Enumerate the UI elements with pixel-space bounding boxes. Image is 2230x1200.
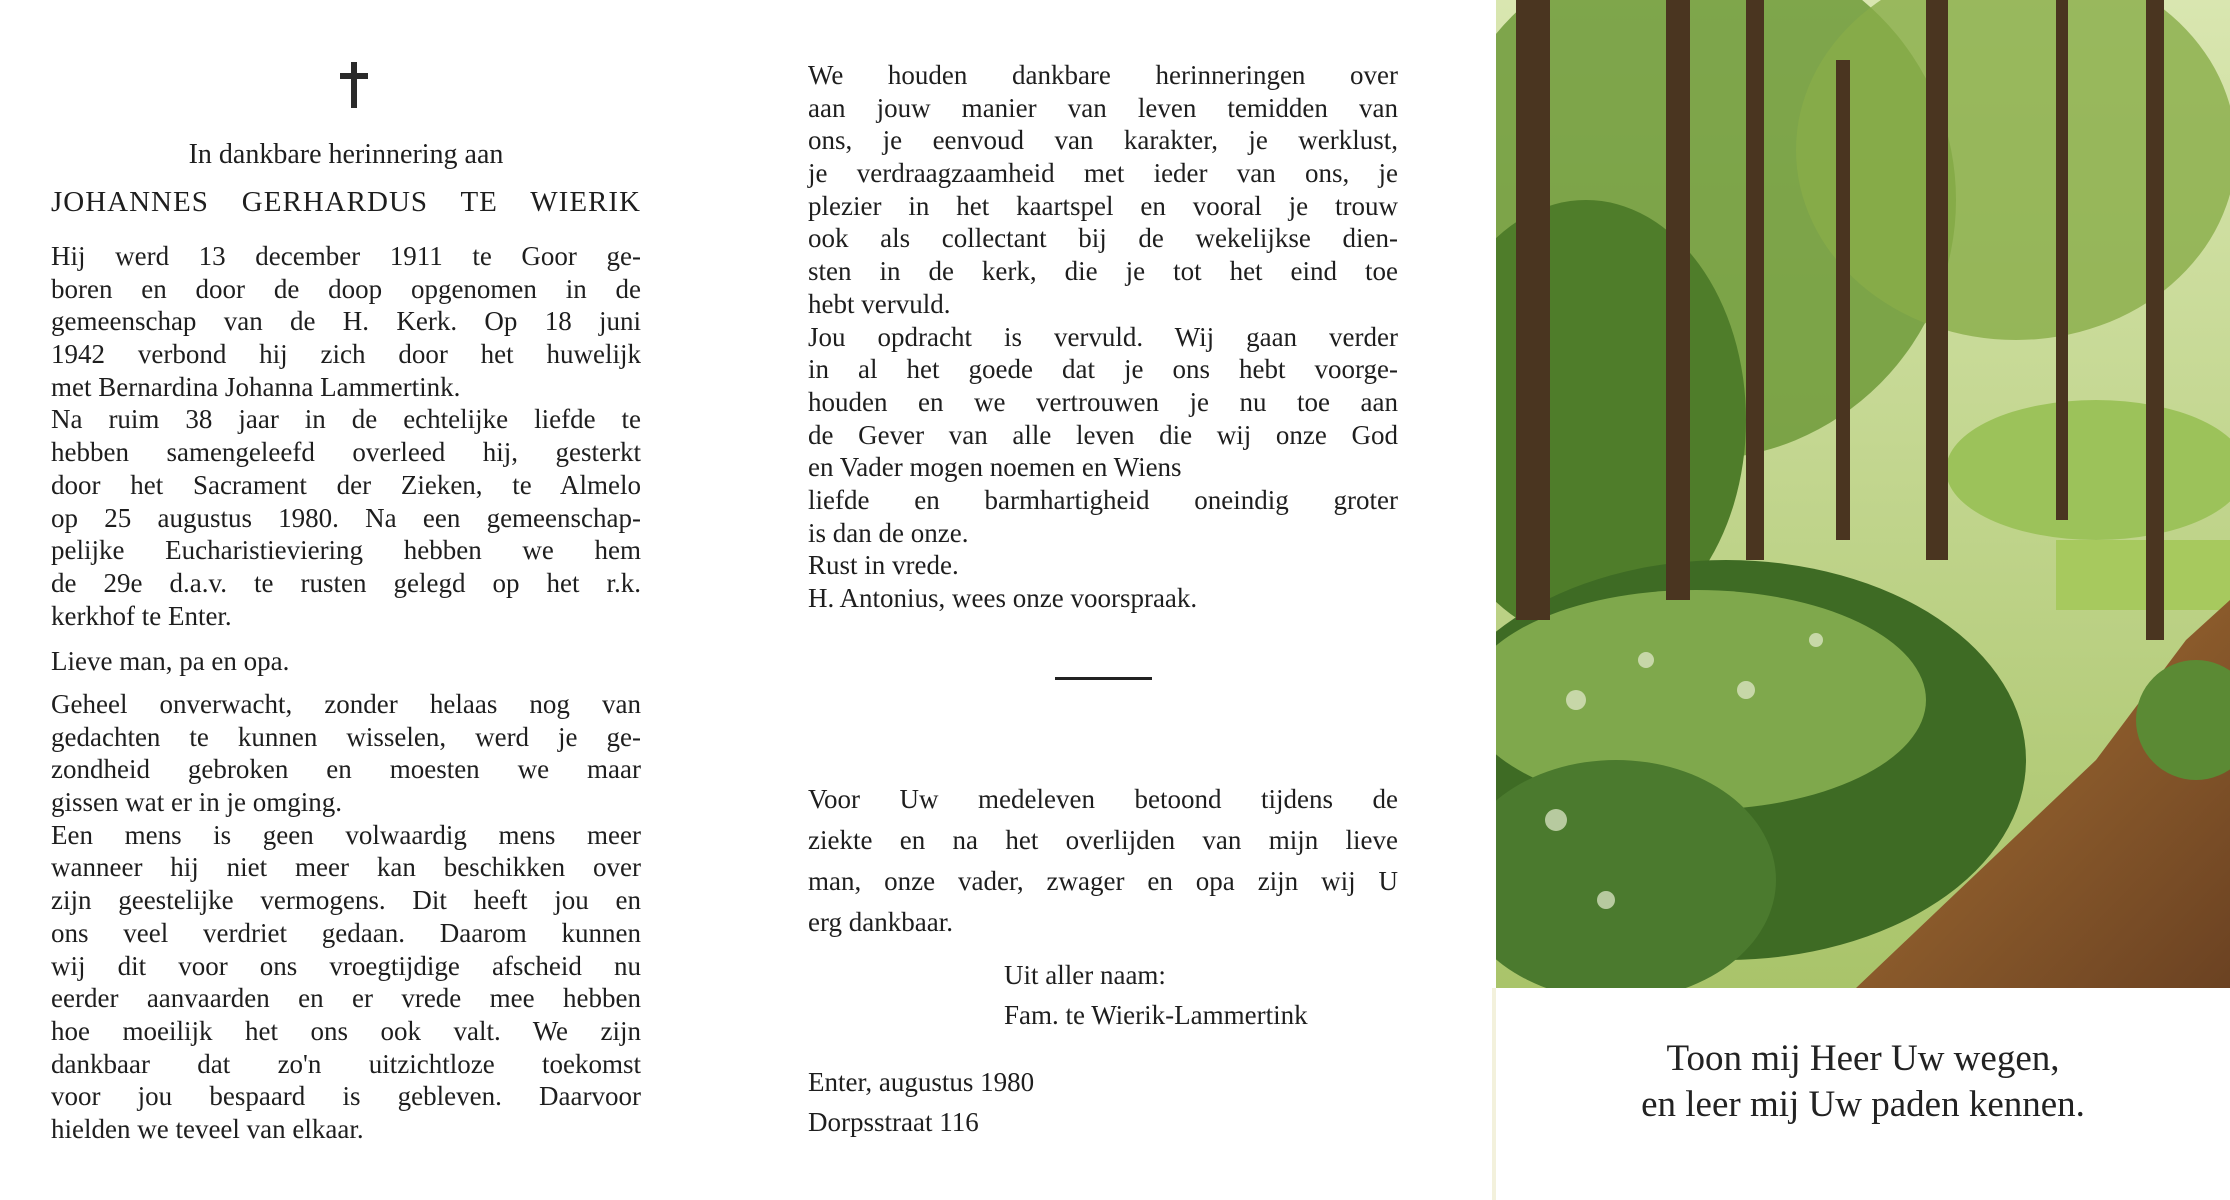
text-line: Een mens is geen volwaardig mens meer	[51, 819, 641, 850]
text-line: Voor Uw medeleven betoond tijdens de	[808, 784, 1398, 814]
text-line: je verdraagzaamheid met ieder van ons, je	[808, 158, 1398, 189]
signature-label: Uit aller naam:	[1004, 960, 1166, 990]
text-line: We houden dankbare herinneringen over	[808, 60, 1398, 90]
quote-line-1: Toon mij Heer Uw wegen,	[1666, 1038, 2060, 1079]
text-line: hebt vervuld.	[808, 288, 951, 319]
text-line: dankbaar dat zo'n uitzichtloze toekomst	[51, 1048, 641, 1079]
text-line: de 29e d.a.v. te rusten gelegd op het r.k.	[51, 567, 641, 598]
text-line: en Vader mogen noemen en Wiens	[808, 452, 1182, 483]
text-line: man, onze vader, zwager en opa zijn wij U	[808, 866, 1398, 896]
text-line: sten in de kerk, die je tot het eind toe	[808, 256, 1398, 287]
text-line: ons veel verdriet gedaan. Daarom kunnen	[51, 917, 641, 948]
text-line: voor jou bespaard is gebleven. Daarvoor	[51, 1081, 641, 1112]
place-date: Enter, augustus 1980	[808, 1067, 1035, 1097]
quote-line-2: en leer mij Uw paden kennen.	[1641, 1084, 2085, 1125]
farewell-text	[51, 688, 641, 1146]
text-line: H. Antonius, wees onze voorspraak.	[808, 583, 1198, 613]
cross-icon	[338, 62, 370, 108]
text-line: plezier in het kaartspel en vooral je trouw	[808, 190, 1398, 221]
scripture-quote	[1496, 1036, 2230, 1128]
text-line: op 25 augustus 1980. Na een gemeenschap-	[51, 502, 641, 533]
address: Dorpsstraat 116	[808, 1107, 979, 1137]
text-line: gemeenschap van de H. Kerk. Op 18 juni	[51, 306, 641, 337]
text-line: houden en we vertrouwen je nu toe aan	[808, 386, 1398, 417]
text-line: erg dankbaar.	[808, 907, 953, 937]
text-line: zondheid gebroken en moesten we maar	[51, 754, 641, 785]
text-line: Hij werd 13 december 1911 te Goor ge-	[51, 241, 641, 271]
text-line: Geheel onverwacht, zonder helaas nog van	[51, 689, 641, 719]
text-line: ook als collectant bij de wekelijkse dien-	[808, 223, 1398, 254]
text-line: liefde en barmhartigheid oneindig groter	[808, 484, 1398, 515]
divider	[1055, 677, 1152, 680]
text-line: Rust in vrede.	[808, 550, 959, 581]
text-line: kerkhof te Enter.	[51, 600, 232, 631]
text-line: 1942 verbond hij zich door het huwelijk	[51, 339, 641, 370]
deceased-name: JOHANNES GERHARDUS TE WIERIK	[51, 186, 641, 218]
text-line: Na ruim 38 jaar in de echtelijke liefde te	[51, 404, 641, 435]
text-line: gissen wat er in je omging.	[51, 787, 342, 818]
text-line: ons, je eenvoud van karakter, je werklust,	[808, 125, 1398, 156]
forest-path-photo	[1496, 0, 2230, 988]
text-line: hoe moeilijk het ons ook valt. We zijn	[51, 1015, 641, 1046]
text-line: Jou opdracht is vervuld. Wij gaan verder	[808, 321, 1398, 352]
text-line: hielden we teveel van elkaar.	[51, 1113, 364, 1144]
text-line: hebben samengeleefd overleed hij, gesterkt	[51, 437, 641, 468]
text-line: is dan de onze.	[808, 517, 969, 548]
thanks-text	[808, 779, 1398, 943]
greeting-text: Lieve man, pa en opa.	[51, 646, 290, 676]
text-line: wanneer hij niet meer kan beschikken over	[51, 852, 641, 883]
signature-name: Fam. te Wierik-Lammertink	[1004, 1000, 1308, 1030]
text-line: de Gever van alle leven die wij onze God	[808, 419, 1398, 450]
text-line: aan jouw manier van leven temidden van	[808, 92, 1398, 123]
text-line: ziekte en na het overlijden van mijn lieve	[808, 825, 1398, 855]
text-line: pelijke Eucharistieviering hebben we hem	[51, 535, 641, 566]
text-line: eerder aanvaarden en er vrede mee hebben	[51, 983, 641, 1014]
text-line: door het Sacrament der Zieken, te Almelo	[51, 469, 641, 500]
text-line: in al het goede dat je ons hebt voorge-	[808, 354, 1398, 385]
text-line: boren en door de doop opgenomen in de	[51, 273, 641, 304]
text-line: zijn geestelijke vermogens. Dit heeft jou en	[51, 885, 641, 916]
text-line: gedachten te kunnen wisselen, werd je ge-	[51, 721, 641, 752]
text-line: wij dit voor ons vroegtijdige afscheid nu	[51, 950, 641, 981]
text-line: met Bernardina Johanna Lammertink.	[51, 371, 461, 402]
memories-text	[808, 59, 1398, 615]
intro-heading: In dankbare herinnering aan	[188, 139, 504, 170]
biography-text	[51, 240, 641, 632]
